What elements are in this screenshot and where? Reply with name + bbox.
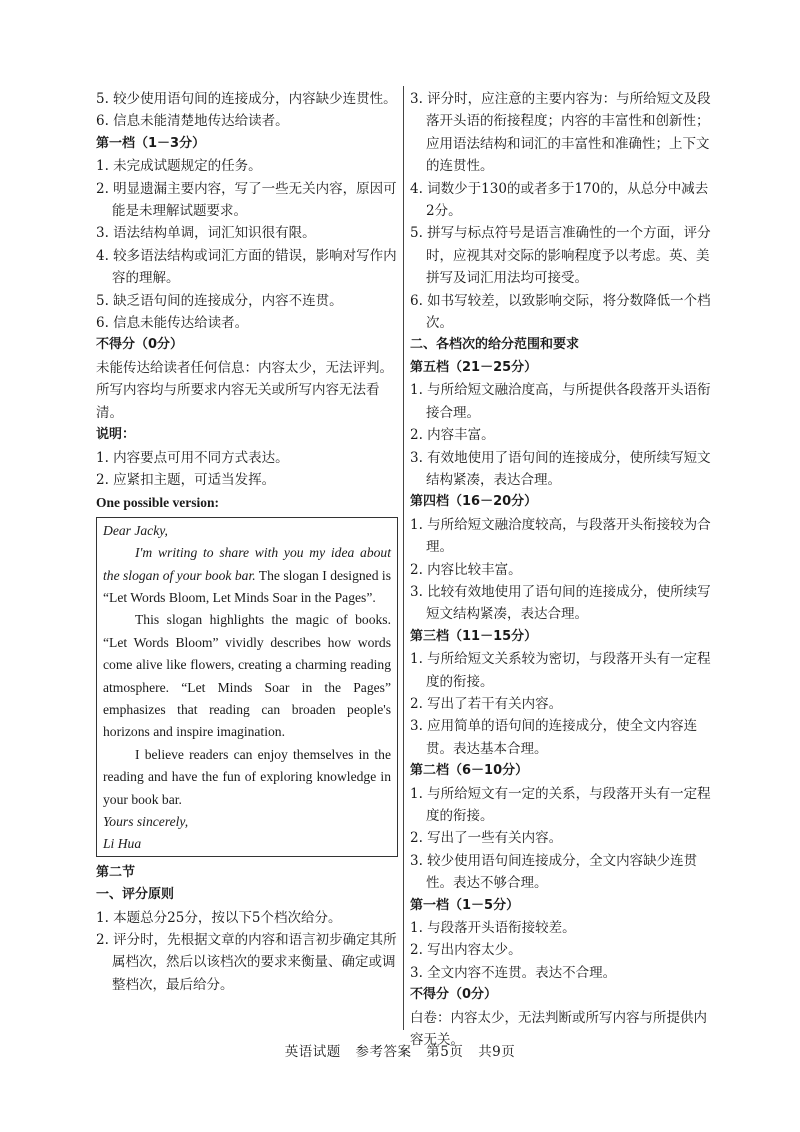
footer-total-pages: 共9页 <box>478 1044 516 1060</box>
letter-p1-rest: The slogan I designed is “Let Words Bloom, Let Minds Soar in the Pages”. <box>103 567 391 605</box>
principles-heading: 一、评分原则 <box>96 887 175 903</box>
letter-signature: Li Hua <box>103 836 142 852</box>
tier1-heading: 第一档（1－5分） <box>410 897 520 913</box>
left-column <box>96 88 398 996</box>
letter-p1-italic: I'm writing to share with you my idea about the slogan of your book bar. <box>103 545 391 583</box>
list-item: 2. 写出了一些有关内容。 <box>410 830 563 847</box>
list-item: 1. 与所给短文融洽度较高，与段落开头衔接较为合理。 <box>410 516 711 556</box>
tier5-heading: 第五档（21－25分） <box>410 359 538 375</box>
section-heading: 第二节 <box>96 864 136 880</box>
zero-score-heading: 不得分（0分） <box>96 337 184 353</box>
column-divider <box>403 86 404 1030</box>
ranges-heading: 二、各档次的给分范围和要求 <box>410 337 580 353</box>
tier1-heading: 第一档（1－3分） <box>96 135 206 151</box>
list-item: 5. 较少使用语句间的连接成分，内容缺少连贯性。 <box>96 91 397 107</box>
version-label: One possible version: <box>96 495 220 511</box>
footer-doc-type: 参考答案 <box>355 1044 412 1060</box>
list-item: 1. 与所给短文关系较为密切，与段落开头有一定程度的衔接。 <box>410 651 711 690</box>
list-item: 2. 应紧扣主题，可适当发挥。 <box>96 471 276 488</box>
list-item: 4. 较多语法结构或词汇方面的错误，影响对写作内容的理解。 <box>96 247 397 287</box>
list-item: 2. 评分时，先根据文章的内容和语言初步确定其所属档次，然后以该档次的要求来衡量、确定或调整档次，最后给分。 <box>96 932 397 993</box>
list-item: 1. 本题总分25分，按以下5个档次给分。 <box>96 909 342 926</box>
sample-letter-box <box>96 517 398 857</box>
note-heading: 说明： <box>96 427 136 443</box>
list-item: 3. 比较有效地使用了语句间的连接成分，使所续写短文结构紧凑，表达合理。 <box>410 583 711 623</box>
list-item: 2. 内容丰富。 <box>410 427 495 444</box>
list-item: 3. 较少使用语句间连接成分，全文内容缺少连贯性。表达不够合理。 <box>410 852 698 892</box>
letter-paragraph-1 <box>103 542 391 609</box>
list-item: 5. 拼写与标点符号是语言准确性的一个方面，评分时，应视其对交际的影响程度予以考虑。英、美拼写及词汇用法均可接受。 <box>410 225 711 287</box>
list-item: 3. 语法结构单调，词汇知识很有限。 <box>96 225 316 242</box>
list-item: 6. 信息未能传达给读者。 <box>96 315 249 332</box>
list-item: 2. 明显遗漏主要内容，写了一些无关内容，原因可能是未理解试题要求。 <box>96 180 397 220</box>
letter-greeting: Dear Jacky, <box>103 522 168 538</box>
tier3-heading: 第三档（11－15分） <box>410 628 538 644</box>
zero-score-heading: 不得分（0分） <box>410 987 498 1003</box>
zero-score-text: 白卷：内容太少，无法判断或所写内容与所提供内容无关。 <box>410 1009 707 1049</box>
list-item: 1. 未完成试题规定的任务。 <box>96 158 262 175</box>
list-item: 1. 与所给短文融洽度高，与所提供各段落开头语衔接合理。 <box>410 382 711 421</box>
page-footer <box>0 1040 800 1060</box>
list-item: 3. 应用简单的语句间的连接成分，使全文内容连贯。表达基本合理。 <box>410 718 698 757</box>
zero-score-text: 未能传达给读者任何信息：内容太少，无法评判。所写内容均与所要求内容无关或所写内容无法看清。 <box>96 359 393 421</box>
letter-paragraph-2: This slogan highlights the magic of books. “Let Words Bloom” vividly describes how words come alive like flowers, creating a charming reading atmosphere. “Let Minds Soar in the Pages” emphasizes that reading can broaden people's horizons and inspire imagination. <box>103 612 391 740</box>
list-item: 2. 写出内容太少。 <box>410 942 522 959</box>
list-item: 1. 与所给短文有一定的关系，与段落开头有一定程度的衔接。 <box>410 785 711 824</box>
list-item: 3. 全文内容不连贯。表达不合理。 <box>410 964 617 981</box>
list-item: 3. 评分时，应注意的主要内容为：与所给短文及段落开头语的衔接程度；内容的丰富性和创新性；应用语法结构和词汇的丰富性和准确性；上下文的连贯性。 <box>410 91 711 175</box>
tier4-heading: 第四档（16－20分） <box>410 494 538 510</box>
list-item: 2. 内容比较丰富。 <box>410 561 522 578</box>
footer-subject: 英语试题 <box>284 1044 341 1060</box>
list-item: 2. 写出了若干有关内容。 <box>410 695 563 712</box>
tier2-heading: 第二档（6－10分） <box>410 763 529 779</box>
list-item: 1. 内容要点可用不同方式表达。 <box>96 449 289 466</box>
footer-page-number: 第5页 <box>426 1044 464 1060</box>
list-item: 1. 与段落开头语衔接较差。 <box>410 920 576 937</box>
list-item: 5. 缺乏语句间的连接成分，内容不连贯。 <box>96 292 343 309</box>
right-column <box>410 88 712 1051</box>
list-item: 4. 词数少于130的或者多于170的，从总分中减去2分。 <box>410 180 709 220</box>
list-item: 6. 信息未能清楚地传达给读者。 <box>96 113 289 130</box>
list-item: 3. 有效地使用了语句间的连接成分，使所续写短文结构紧凑，表达合理。 <box>410 449 711 488</box>
letter-paragraph-3: I believe readers can enjoy themselves in the reading and have the fun of exploring knowledge in your book bar. <box>103 746 391 807</box>
list-item: 6. 如书写较差，以致影响交际，将分数降低一个档次。 <box>410 292 711 332</box>
letter-closing: Yours sincerely, <box>103 814 189 829</box>
